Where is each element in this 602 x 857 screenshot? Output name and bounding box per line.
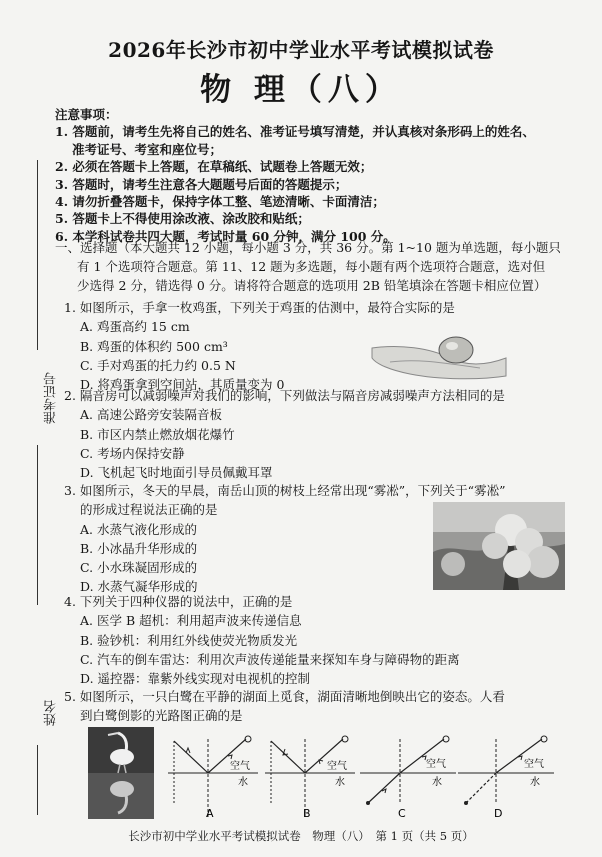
question-1 xyxy=(64,298,594,394)
notice-item: 准考证号、考室和座位号； xyxy=(72,141,223,157)
diagram-a xyxy=(168,733,258,821)
question-4 xyxy=(64,592,594,688)
option-c: C. 小水珠凝固形成的 xyxy=(80,560,198,576)
question-stem: 5. 如图所示，一只白鹭在平静的湖面上觅食，湖面清晰地倒映出它的姿态。人看 xyxy=(64,689,505,704)
notice-item: 3. 答题时，请考生注意各大题题号后面的答题提示； xyxy=(55,176,348,192)
question-stem: 2. 隔音房可以减弱噪声对我们的影响，下列做法与隔音房减弱噪声方法相同的是 xyxy=(64,388,505,403)
side-divider-line xyxy=(37,745,38,815)
exam-subtitle: 物 理（八） xyxy=(200,72,402,108)
option-a: A. 医学 B 超机：利用超声波来传递信息 xyxy=(80,613,302,629)
water-label: 水 xyxy=(530,777,540,788)
water-label: 水 xyxy=(238,777,248,788)
option-d: D. 将鸡蛋拿到空间站，其质量变为 0 xyxy=(80,377,285,393)
notice-block xyxy=(55,106,595,245)
question-stem: 3. 如图所示，冬天的早晨，南岳山顶的树枝上经常出现“雾凇”，下列关于“雾凇” xyxy=(64,483,506,498)
notice-item: 1. 答题前，请考生先将自己的姓名、准考证号填写清楚，并认真核对条形码上的姓名、 xyxy=(55,124,535,140)
air-label: 空气 xyxy=(230,761,250,772)
question-2 xyxy=(64,386,594,482)
name-label: 姓名 xyxy=(44,700,59,726)
option-b: B. 小冰晶升华形成的 xyxy=(80,540,198,556)
question-stem: 的形成过程说法正确的是 xyxy=(80,502,218,518)
option-c: C. 考场内保持安静 xyxy=(80,445,185,461)
air-label: 空气 xyxy=(524,759,544,770)
option-b: B. 鸡蛋的体积约 500 cm³ xyxy=(80,338,228,354)
section-line: 有 1 个选项符合题意。第 11、12 题为多选题，每小题有两个选项符合题意，选对但 xyxy=(77,259,546,274)
notice-heading: 注意事项： xyxy=(55,107,118,122)
section-instructions xyxy=(55,238,595,295)
hand-egg-image xyxy=(370,318,508,382)
notice-item: 4. 请勿折叠答题卡，保持字体工整、笔迹清晰、卡面清洁； xyxy=(55,194,385,210)
diagram-c xyxy=(360,733,456,821)
choice-label-a: A xyxy=(206,807,214,820)
option-b: B. 市区内禁止燃放烟花爆竹 xyxy=(80,426,235,442)
water-label: 水 xyxy=(335,777,345,788)
question-stem: 到白鹭倒影的光路图正确的是 xyxy=(80,708,243,724)
notice-item: 5. 答题卡上不得使用涂改液、涂改胶和贴纸； xyxy=(55,211,310,227)
air-label: 空气 xyxy=(426,759,446,770)
option-b: B. 验钞机：利用红外线使荧光物质发光 xyxy=(80,632,298,648)
section-line: 少选得 2 分，错选得 0 分。请将符合题意的选项用 2B 铅笔填涂在答题卡相应位置） xyxy=(77,278,547,293)
question-stem: 4. 下列关于四种仪器的说法中，正确的是 xyxy=(64,594,293,609)
option-d: D. 水蒸气凝华形成的 xyxy=(80,579,198,595)
egret-photo xyxy=(88,727,154,819)
option-d: D. 遥控器：靠紫外线实现对电视机的控制 xyxy=(80,671,311,687)
exam-title: 2026年长沙市初中学业水平考试模拟试卷 xyxy=(108,38,494,62)
choice-label-b: B xyxy=(303,807,311,820)
water-label: 水 xyxy=(432,777,442,788)
option-d: D. 飞机起飞时地面引导员佩戴耳罩 xyxy=(80,465,273,481)
notice-item: 6. 本学科试卷共四大题，考试时量 60 分钟，满分 100 分。 xyxy=(55,228,396,244)
question-5 xyxy=(64,687,594,726)
option-a: A. 鸡蛋高约 15 cm xyxy=(80,319,190,335)
choice-label-c: C xyxy=(398,807,406,820)
page-footer: 长沙市初中学业水平考试模拟试卷 物理（八） 第 1 页（共 5 页） xyxy=(128,829,474,843)
diagram-d xyxy=(458,733,554,821)
option-c: C. 汽车的倒车雷达：利用次声波传递能量来探知车身与障碍物的距离 xyxy=(80,651,460,667)
choice-label-d: D xyxy=(494,807,503,820)
question-stem: 1. 如图所示，手拿一枚鸡蛋，下列关于鸡蛋的估测中，最符合实际的是 xyxy=(64,300,455,315)
diagram-b xyxy=(265,733,355,821)
option-c: C. 手对鸡蛋的托力约 0.5 N xyxy=(80,357,236,373)
option-a: A. 水蒸气液化形成的 xyxy=(80,521,197,537)
notice-item: 2. 必须在答题卡上答题，在草稿纸、试题卷上答题无效； xyxy=(55,159,373,175)
rime-tree-photo xyxy=(433,502,565,590)
air-label: 空气 xyxy=(327,761,347,772)
option-a: A. 高速公路旁安装隔音板 xyxy=(80,407,222,423)
side-divider-line xyxy=(37,445,38,605)
exam-number-label: 准考证号 xyxy=(44,372,59,424)
side-divider-line xyxy=(37,160,38,350)
section-line: 一、选择题（本大题共 12 小题，每小题 3 分，共 36 分。第 1~10 题为单选题，每小题只 xyxy=(55,240,561,255)
